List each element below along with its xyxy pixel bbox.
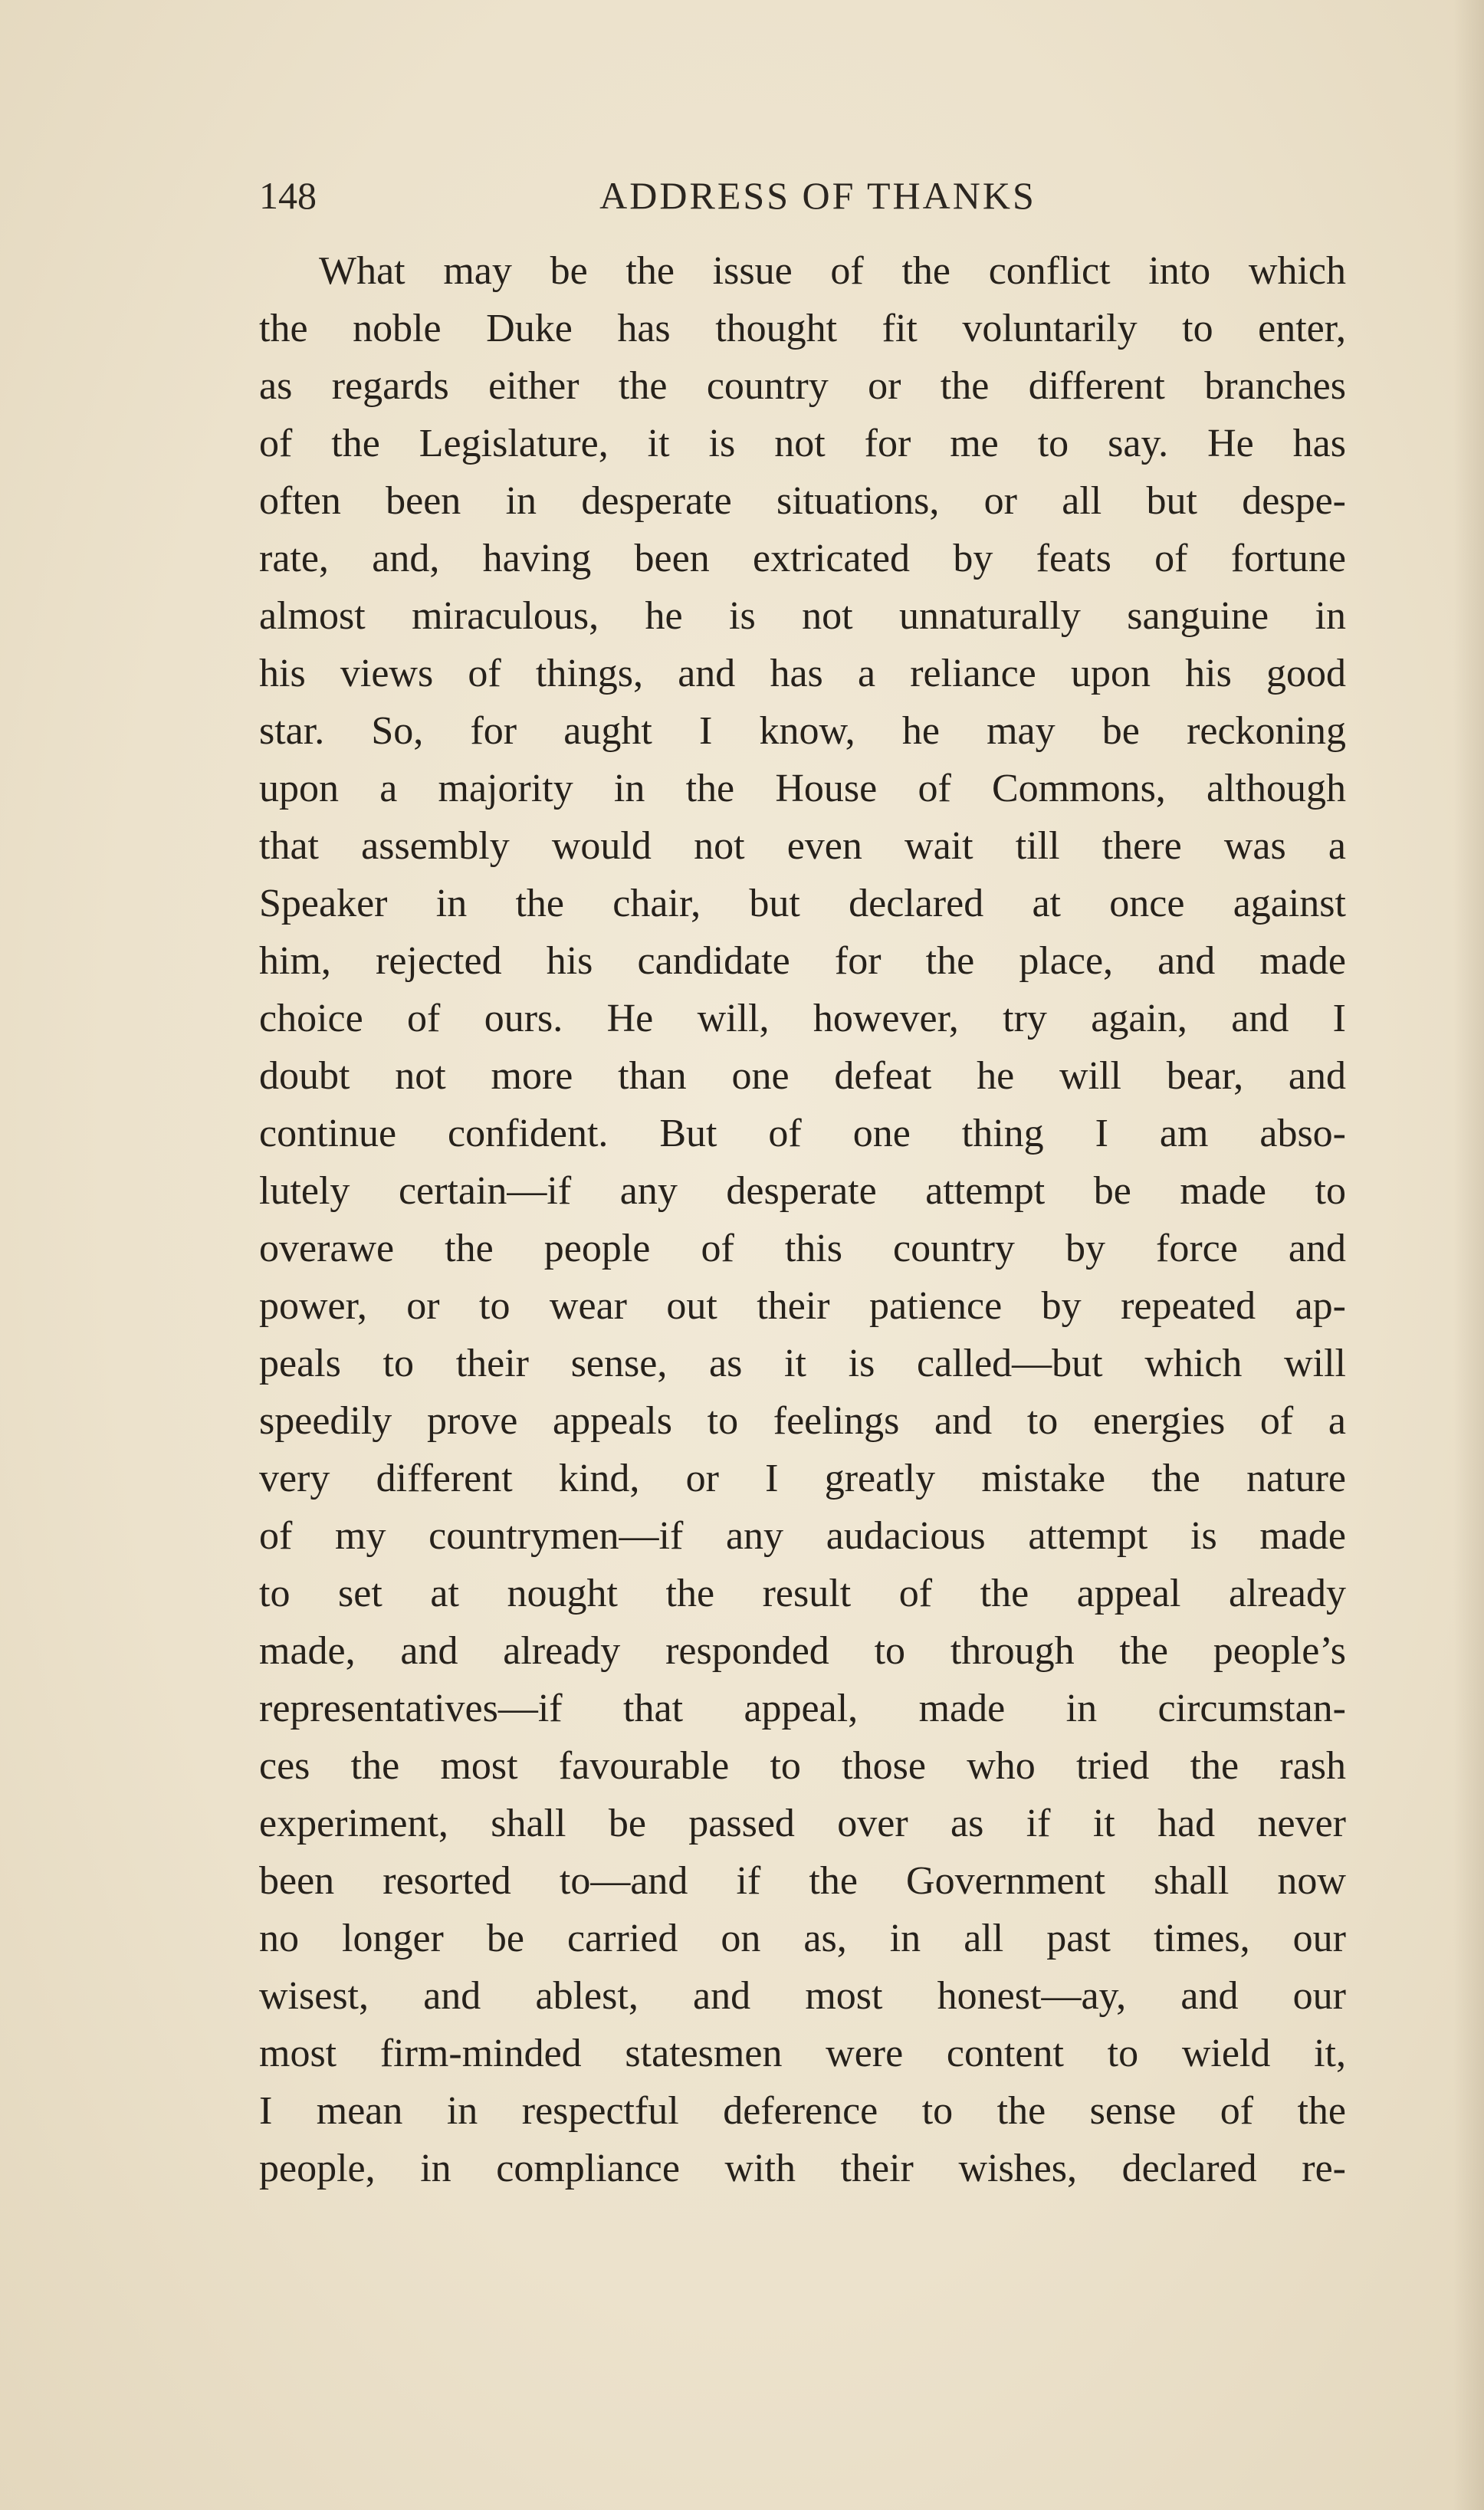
- text-line: almost miraculous, he is not unnaturally sanguine in: [259, 594, 1346, 638]
- text-line: of the Legislature, it is not for me to say. He has: [259, 422, 1346, 465]
- text-line: often been in desperate situations, or all but despe-: [259, 479, 1346, 523]
- text-line: his views of things, and has a reliance upon his good: [259, 652, 1346, 695]
- text-line: experiment, shall be passed over as if it had never: [259, 1802, 1346, 1845]
- text-line: that assembly would not even wait till there was a: [259, 824, 1346, 868]
- text-line: him, rejected his candidate for the place, and made: [259, 939, 1346, 983]
- text-line: choice of ours. He will, however, try again, and I: [259, 997, 1346, 1040]
- text-line: upon a majority in the House of Commons, although: [259, 767, 1346, 810]
- running-head: [259, 170, 1346, 224]
- text-line: I mean in respectful deference to the sense of the: [259, 2089, 1346, 2133]
- running-title: ADDRESS OF THANKS: [599, 174, 1036, 217]
- text-line: Speaker in the chair, but declared at once against: [259, 882, 1346, 925]
- text-line: What may be the issue of the conflict into which: [319, 249, 1346, 293]
- text-line: overawe the people of this country by force and: [259, 1227, 1346, 1270]
- text-line: the noble Duke has thought fit voluntarily to enter,: [259, 307, 1346, 350]
- text-line: no longer be carried on as, in all past times, our: [259, 1917, 1346, 1960]
- body-text: [259, 242, 1346, 2197]
- text-line: continue confident. But of one thing I am abso-: [259, 1112, 1346, 1155]
- text-line: power, or to wear out their patience by repeated ap-: [259, 1284, 1346, 1328]
- text-line: ces the most favourable to those who tried the rash: [259, 1744, 1346, 1788]
- text-line: been resorted to—and if the Government shall now: [259, 1859, 1346, 1903]
- text-line: peals to their sense, as it is called—but which will: [259, 1342, 1346, 1385]
- text-line: lutely certain—if any desperate attempt be made to: [259, 1169, 1346, 1213]
- text-line: made, and already responded to through the people’s: [259, 1629, 1346, 1673]
- text-line: very different kind, or I greatly mistake the nature: [259, 1457, 1346, 1500]
- text-line: of my countrymen—if any audacious attempt is made: [259, 1514, 1346, 1558]
- page-number: 148: [259, 174, 317, 217]
- text-line: representatives—if that appeal, made in circumstan-: [259, 1687, 1346, 1730]
- text-line: as regards either the country or the different branches: [259, 364, 1346, 408]
- text-line: star. So, for aught I know, he may be reckoning: [259, 709, 1346, 753]
- text-line: people, in compliance with their wishes, declared re-: [259, 2147, 1346, 2190]
- page-edge-shadow: [1453, 0, 1484, 2510]
- text-line: wisest, and ablest, and most honest—ay, and our: [259, 1974, 1346, 2018]
- text-line: doubt not more than one defeat he will bear, and: [259, 1054, 1346, 1098]
- text-line: speedily prove appeals to feelings and to energies of a: [259, 1399, 1346, 1443]
- text-line: rate, and, having been extricated by feats of fortune: [259, 537, 1346, 580]
- text-line: to set at nought the result of the appeal already: [259, 1572, 1346, 1615]
- text-line: most firm-minded statesmen were content to wield it,: [259, 2032, 1346, 2075]
